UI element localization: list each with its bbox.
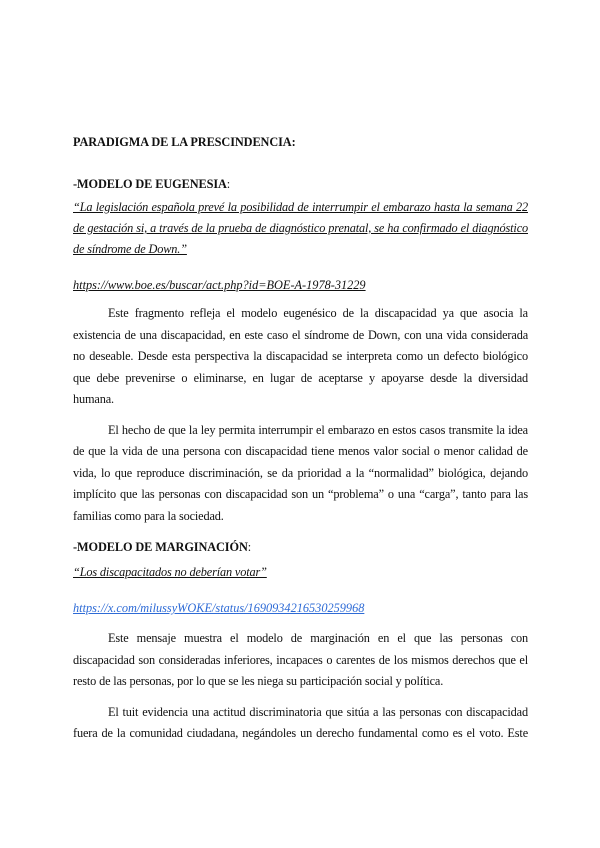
quote-marginacion: “Los discapacitados no deberían votar”: [73, 565, 267, 579]
quote-eugenesia: “La legislación española prevé la posibilidad de interrumpir el embarazo hasta la semana 22 de gestación si, a través de la prueba de diagnóstico prenatal, se ha confirmado el diagnóstico de síndrome de Down.”: [73, 200, 528, 256]
source-link-boe[interactable]: https://www.boe.es/buscar/act.php?id=BOE-A-1978-31229: [73, 278, 366, 292]
section-heading-text: -MODELO DE MARGINACIÓN: [73, 540, 248, 554]
document-title: PARADIGMA DE LA PRESCINDENCIA:: [73, 135, 296, 149]
paragraph: Este mensaje muestra el modelo de marginación en el que las personas con discapacidad son consideradas inferiores, incapaces o carentes de los mismos derechos que el resto de las personas, por lo que se les niega su participación social y política.: [73, 631, 528, 688]
section-heading-colon: :: [226, 177, 231, 191]
section-heading-colon: :: [247, 540, 252, 554]
section-heading-text: -MODELO DE EUGENESIA: [73, 177, 227, 191]
paragraph: Este fragmento refleja el modelo eugenésico de la discapacidad ya que asocia la existencia de una discapacidad, en este caso el síndrome de Down, con una vida considerada no deseable. Desde esta perspectiva la discapacidad se interpreta como un defecto biológico que debe prevenirse o eliminarse, en lugar de aceptarse y apoyarse desde la diversidad humana.: [73, 306, 528, 406]
section-heading-eugenesia: [73, 176, 528, 192]
source-link-x[interactable]: https://x.com/milussyWOKE/status/1690934216530259968: [73, 601, 365, 615]
paragraph: El hecho de que la ley permita interrumpir el embarazo en estos casos transmite la idea de que la vida de una persona con discapacidad tiene menos valor social o menor calidad de vida, lo que reproduce discriminación, se da prioridad a la “normalidad” biológica, dejando implícito que las personas con discapacidad son un “problema” o una “carga”, tanto para las familias como para la sociedad.: [73, 422, 528, 523]
paragraph: El tuit evidencia una actitud discriminatoria que sitúa a las personas con discapacidad fuera de la comunidad ciudadana, negándoles un derecho fundamental como es el voto. Este: [73, 704, 528, 740]
section-heading-marginacion: [73, 539, 528, 555]
